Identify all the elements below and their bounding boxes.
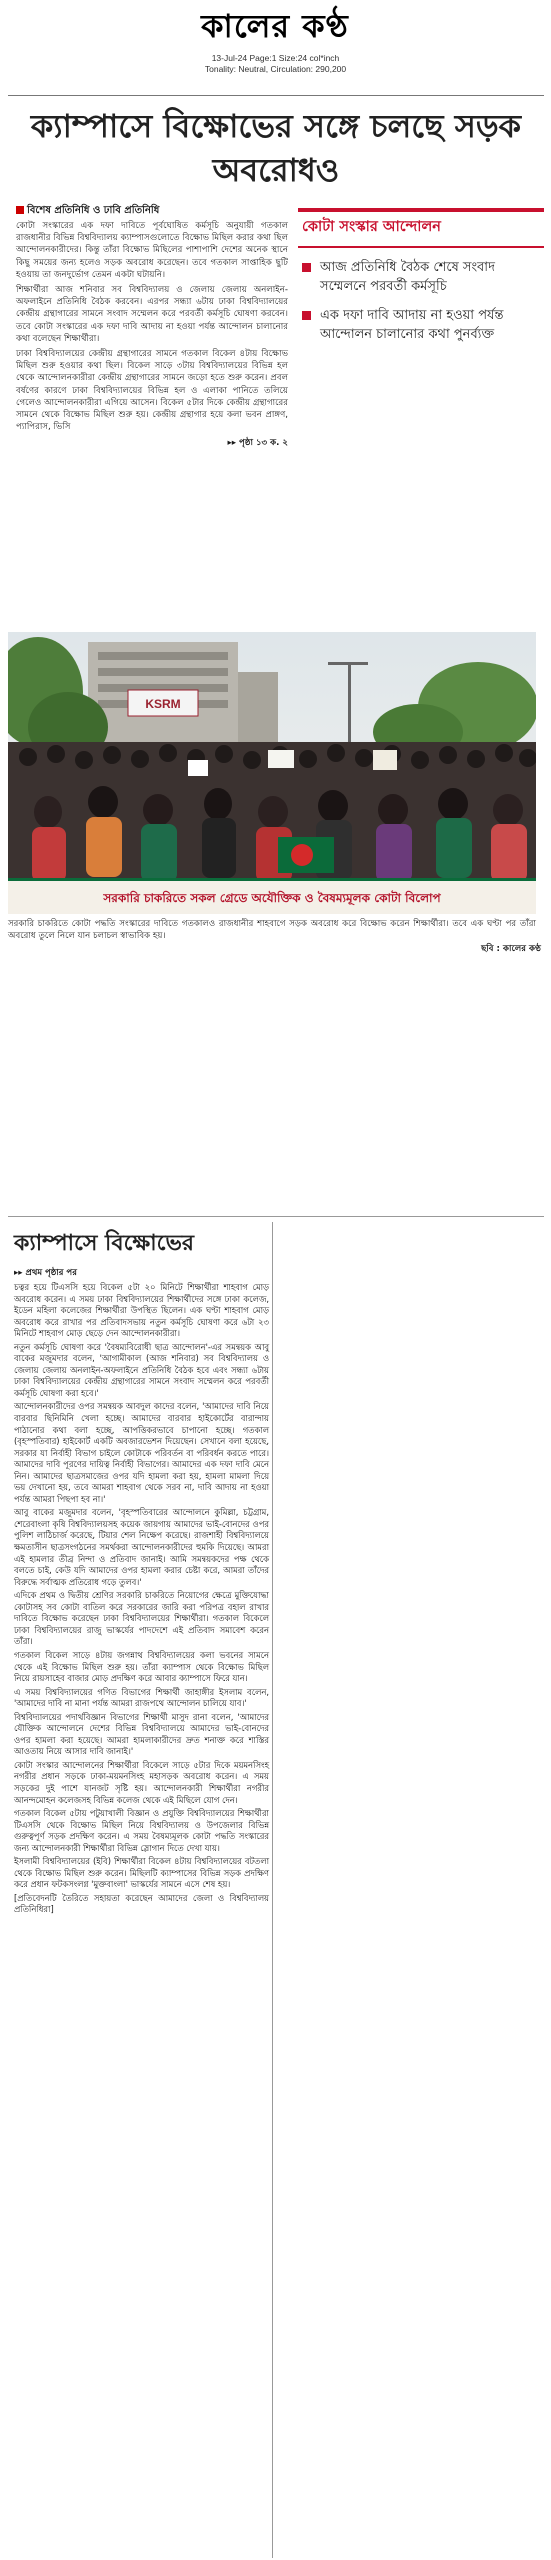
continuation-paragraph: চত্বর হয়ে টিএসসি হয়ে বিকেল ৫টা ২০ মিনিটে শিক্ষার্থীরা শাহবাগ মোড় অবরোধ করেন। এ সময় ঢাকা বিশ্ববিদ্যালয়ের শিক্ষার্থীদের সঙ্গে ঢাকা কলেজ, ইডেন মহিলা কলেজের শিক্ষার্থীরা উপস্থিত ছিলেন। এক ঘণ্টা শাহবাগ মোড় অবরোধ করে রাখার পর প্রতিবাদসভায় নতুন কর্মসূচি ঘোষণা করে ৬টা ২৩ মিনিটে শাহবাগ মোড় ছেড়ে দেন আন্দোলনকারীরা। — [14, 1282, 269, 1339]
bullet-square-icon — [302, 263, 311, 272]
continuation-paragraph: ইসলামী বিশ্ববিদ্যালয়ের (ইবি) শিক্ষার্থীরা বিকেল ৪টায় বিশ্ববিদ্যালয়ের বটতলা থেকে বিক্ষোভ মিছিল শুরু করেন। মিছিলটি ক্যাম্পাসের বিভিন্ন সড়ক প্রদক্ষিণ করে প্রধান ফটকসংলগ্ন 'মুক্তবাংলা' ভাস্কর্যের সামনে এসে শেষ হয়। — [14, 1856, 269, 1890]
continuation-paragraph: গতকাল বিকেল সাড়ে ৪টায় জগন্নাথ বিশ্ববিদ্যালয়ের কলা ভবনের সামনে থেকে এই বিক্ষোভ মিছিল শুরু হয়। তাঁরা ক্যাম্পাস থেকে বিক্ষোভ মিছিল নিয়ে রায়সাহেব বাজার মোড় প্রদক্ষিণ করে আবার ক্যাম্পাসে ফিরে যান। — [14, 1649, 269, 1684]
continuation-paragraph: আন্দোলনকারীদের ওপর সমন্বয়ক আবদুল কাদের বলেন, 'আমাদের দাবি নিয়ে বারবার ছিনিমিনি খেলা হচ্ছে। আমাদের বারবার হাইকোর্টের বারান্দায় পাঠানোর কথা বলা হচ্ছে, আপত্তিকরভাবে চাপানো হচ্ছে। গতকাল (বৃহস্পতিবার) হাইকোর্ট একটি অবজারভেশন দিয়েছেন। সেখানে বলা হয়েছে, সরকার যা নির্বাহী বিভাগ চাইলে কোটাকে পরিবর্তন বা পরিবর্ধন করতে পারে। আমাদের দাবি পূরণের দায়িত্ব নির্বাহী বিভাগের। আমাদের এক দফা দাবি মেনে নিন। আমাদের ছাত্রসমাজের ওপর যদি হামলা করা হয়, হামলা মামলা দিয়ে ভয় দেখানো হয়, তবে আমরা শাহবাগ থেকে সরব না, দাবি আদায় না হওয়া পর্যন্ত আমরা পিছপা হব না।' — [14, 1401, 269, 1504]
article-paragraph: শিক্ষার্থীরা আজ শনিবার সব বিশ্ববিদ্যালয় ও জেলায় জেলায় অনলাইন-অফলাইনে প্রতিনিধি বৈঠক করবেন। এরপর সন্ধ্যা ৬টায় ঢাকা বিশ্ববিদ্যালয়ের কেন্দ্রীয় গ্রন্থাগারের সামনে সংবাদ সম্মেলন করে পরবর্তী কর্মসূচি ঘোষণা করবেন। তবে কোটা সংস্কারের এক দফা দাবি আদায় না হওয়া পর্যন্ত আন্দোলন চালানোর কথা বলেছেন শিক্ষার্থীরা। — [16, 285, 288, 344]
byline — [16, 204, 288, 218]
byline-text: বিশেষ প্রতিনিধি ও ঢাবি প্রতিনিধি — [27, 205, 160, 216]
highlight-item — [298, 258, 544, 296]
protest-photo — [8, 632, 536, 914]
continuation-clipping — [8, 1222, 273, 2558]
continuation-headline: ক্যাম্পাসে বিক্ষোভের — [14, 1230, 194, 1256]
protest-photo-illustration — [8, 632, 536, 914]
continuation-body — [14, 1282, 269, 1918]
continuation-paragraph: গতকাল বিকেল ৫টায় পটুয়াখালী বিজ্ঞান ও প্রযুক্তি বিশ্ববিদ্যালয়ের শিক্ষার্থীরা টিএসসি থেকে বিক্ষোভ মিছিল নিয়ে বিশ্ববিদ্যালয় ও উপজেলার বিভিন্ন গুরুত্বপূর্ণ সড়ক প্রদক্ষিণ করেন। এ সময় বৈষম্যমূলক কোটা পদ্ধতি সংস্কারের জন্য আন্দোলনকারী শিক্ষার্থীরা বিভিন্ন স্লোগান দিতে দেখা যায়। — [14, 1808, 269, 1853]
masthead — [0, 0, 551, 92]
article-paragraph: ঢাকা বিশ্ববিদ্যালয়ের কেন্দ্রীয় গ্রন্থাগারের সামনে গতকাল বিকেল ৪টায় বিক্ষোভ মিছিল শুরু হওয়ার কথা ছিল। বিকেল সাড়ে ৩টায় বিশ্ববিদ্যালয়ের বিভিন্ন হল থেকে আন্দোলনকারীরা কেন্দ্রীয় গ্রন্থাগারের সামনে জড়ো হতে শুরু করেন। প্রবল বর্ষণের কারণে ঢাকা বিশ্ববিদ্যালয়ের বিভিন্ন হল ও এলাকা পানিতে তলিয়ে গেলেও আন্দোলনকারীরা এগিয়ে আসেন। বিকেল ৫টার দিকে কেন্দ্রীয় গ্রন্থাগারের সামনে থেকে বিক্ষোভ মিছিল শুরু হয়। কেন্দ্রীয় গ্রন্থাগার হয়ে কলা ভবন প্রাঙ্গণ, প্যাপিরাস, ভিসি — [16, 349, 288, 433]
continuation-paragraph: [প্রতিবেদনটি তৈরিতে সহায়তা করেছেন আমাদের জেলা ও বিশ্ববিদ্যালয় প্রতিনিধিরা] — [14, 1892, 269, 1915]
topic-label: কোটা সংস্কার আন্দোলন — [298, 212, 544, 248]
continuation-paragraph: এদিকে প্রথম ও দ্বিতীয় শ্রেণির সরকারি চাকরিতে নিয়োগের ক্ষেত্রে মুক্তিযোদ্ধা কোটাসহ সব কোটা বাতিল করে সরকারের জারি করা পরিপত্র বহাল রাখার দাবিতে বিক্ষোভ করেছেন ঢাকা বিশ্ববিদ্যালয়ের শিক্ষার্থীরা। গতকাল বিকেলে ঢাকা বিশ্ববিদ্যালয়ের রাজু ভাস্কর্যের পাদদেশে এই প্রতিবাদ সমাবেশ করেন তাঁরা। — [14, 1590, 269, 1647]
continuation-paragraph: আবু বাকের মজুমদার বলেন, 'বৃহস্পতিবারের আন্দোলনে কুমিল্লা, চট্টগ্রাম, শেরেবাংলা কৃষি বিশ্ববিদ্যালয়সহ কয়েক জায়গায় আমাদের ভাই-বোনদের ওপর পুলিশ লাঠিচার্জ করেছে, টিয়ার শেল নিক্ষেপ করেছে। রাজশাহী বিশ্ববিদ্যালয়ে ক্ষমতাসীন ছাত্রসংগঠনের সমর্থকরা আন্দোলনকারীদের হুমকি দিয়েছে। আমরা এই হামলার তীব্র নিন্দা ও প্রতিবাদ জানাই। আমি সমন্বয়কদের পক্ষ থেকে বলতে চাই, কেউ যদি আমাদের ওপর হামলা করার চেষ্টা করে, আমরা তাঁদের বিরুদ্ধে সর্বাত্মক প্রতিরোধ গড়ে তুলব।' — [14, 1507, 269, 1587]
photo-credit: ছবি : কালের কণ্ঠ — [481, 944, 541, 954]
continuation-paragraph: বিশ্ববিদ্যালয়ের পদার্থবিজ্ঞান বিভাগের শিক্ষার্থী মাসুদ রানা বলেন, 'আমাদের যৌক্তিক আন্দোলনে দেশের বিভিন্ন বিশ্ববিদ্যালয়ে আমাদের ভাই-বোনদের ওপর হামলা করা হয়েছে। আমরা হামলাকারীদের দ্রুত শনাক্ত করে শাস্তির আওতায় নিয়ে আসার দাবি জানাই।' — [14, 1711, 269, 1757]
clip-meta-size: 13-Jul-24 Page:1 Size:24 col*inch — [211, 53, 340, 63]
byline-marker-icon — [16, 206, 24, 214]
clip-meta-tonality: Tonality: Neutral, Circulation: 290,200 — [204, 64, 347, 74]
newspaper-logo: কালের কণ্ঠ — [201, 7, 349, 45]
article-body — [16, 204, 288, 450]
continuation-paragraph: নতুন কর্মসূচি ঘোষণা করে 'বৈষম্যবিরোধী ছাত্র আন্দোলন'-এর সমন্বয়ক আবু বাকের মজুমদার বলেন, 'আগামীকাল (আজ শনিবার) সব বিশ্ববিদ্যালয় ও জেলায় জেলায় অনলাইন-অফলাইনে প্রতিনিধি বৈঠক হবে এবং সন্ধ্যা ৬টায় ঢাকা বিশ্ববিদ্যালয়ের কেন্দ্রীয় গ্রন্থাগারের সামনে সংবাদ সম্মেলন করে পরবর্তী কর্মসূচি ঘোষণা করা হবে।' — [14, 1341, 269, 1398]
continued-from-note: ▸▸ প্রথম পৃষ্ঠার পর — [14, 1268, 77, 1278]
page-turn-note: ▸▸ পৃষ্ঠা ১৩ ক. ২ — [227, 438, 288, 449]
protest-banner-text: সরকারি চাকরিতে সকল গ্রেডে অযৌক্তিক ও বৈষম্যমূলক কোটা বিলোপ — [103, 891, 441, 905]
highlight-box — [298, 208, 544, 344]
continuation-paragraph: কোটা সংস্কার আন্দোলনের শিক্ষার্থীরা বিকেলে সাড়ে ৫টার দিকে ময়মনসিংহ নগরীর প্রধান সড়কে ঢাকা-ময়মনসিংহ মহাসড়ক অবরোধ করেন। এ সময় সড়কের দুই পাশে যানজট সৃষ্টি হয়। আন্দোলনকারী শিক্ষার্থীরা নগরীর আনন্দমোহন কলেজসহ বিভিন্ন কলেজ থেকে এই মিছিলে যোগ দেন। — [14, 1759, 269, 1805]
article-paragraph: কোটা সংস্কারের এক দফা দাবিতে পূর্বঘোষিত কর্মসূচি অনুযায়ী গতকাল রাজধানীর বিভিন্ন বিশ্ববিদ্যালয় ক্যাম্পাসগুলোতে বিক্ষোভ মিছিল করার কথা ছিল আন্দোলনকারীদের। কিন্তু তাঁরা বিক্ষোভ মিছিলের পাশাপাশি দেশের অনেক স্থানে কিছু সময়ের জন্য হলেও সড়ক অবরোধ করেছেন। তবে গতকাল সাপ্তাহিক ছুটি হওয়ায় তা জনদুর্ভোগ তেমন একটা ঘটায়নি। — [16, 221, 288, 280]
highlight-item — [298, 306, 544, 344]
ksrm-sign: KSRM — [145, 697, 181, 711]
highlight-text: এক দফা দাবি আদায় না হওয়া পর্যন্ত আন্দোলন চালানোর কথা পুনর্ব্যক্ত — [320, 308, 504, 342]
continuation-paragraph: এ সময় বিশ্ববিদ্যালয়ের গণিত বিভাগের শিক্ষার্থী জাহাঙ্গীর ইসলাম বলেন, 'আমাদের দাবি না মানা পর্যন্ত আমরা রাজপথে আন্দোলন চালিয়ে যাব।' — [14, 1686, 269, 1709]
article-headline: ক্যাম্পাসে বিক্ষোভের সঙ্গে চলছে সড়ক অবরোধও — [30, 107, 522, 189]
photo-caption: সরকারি চাকরিতে কোটা পদ্ধতি সংস্কারের দাবিতে গতকালও রাজধানীর শাহবাগে সড়ক অবরোধ করে বিক্ষোভ করেন শিক্ষার্থীরা। তবে এক ঘণ্টা পর তাঁরা অবরোধ তুলে নিলে যান চলাচল স্বাভাবিক হয়। — [8, 919, 536, 942]
bullet-square-icon — [302, 311, 311, 320]
highlight-text: আজ প্রতিনিধি বৈঠক শেষে সংবাদ সম্মেলনে পরবর্তী কর্মসূচি — [320, 260, 495, 294]
